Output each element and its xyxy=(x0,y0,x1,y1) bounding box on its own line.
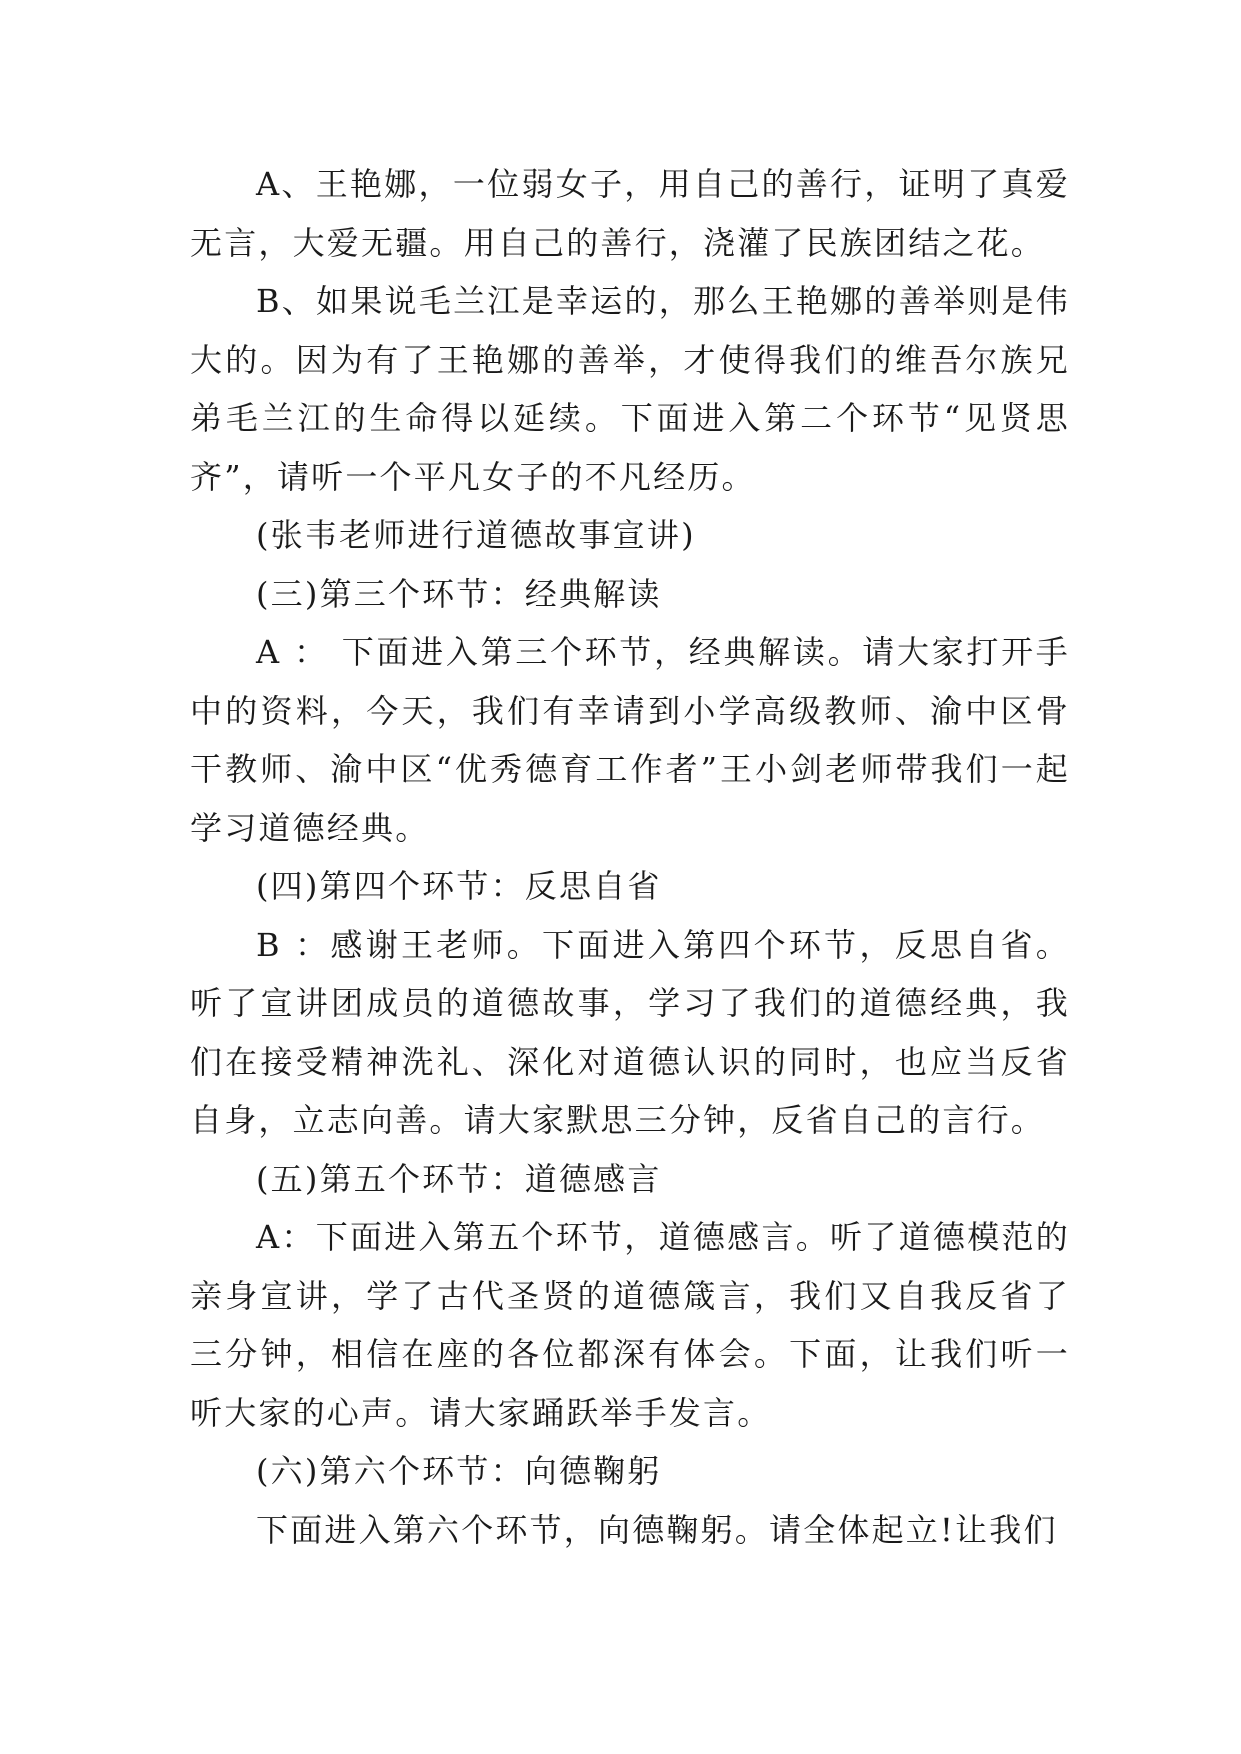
paragraph-section-6: 下面进入第六个环节，向德鞠躬。请全体起立!让我们 xyxy=(256,1510,1058,1549)
paragraph-section-4: B ：感谢王老师。下面进入第四个环节，反思自省。听了宣讲团成员的道德故事，学习了我们的道德经典，我们在接受精神洗礼、深化对道德认识的同时，也应当反省自身，立志向善。请大家默思三分钟，反省自己的言行。 xyxy=(190,925,1070,1139)
paragraph-speaker-b-transition: B、如果说毛兰江是幸运的，那么王艳娜的善举则是伟大的。因为有了王艳娜的善举，才使得我们的维吾尔族兄弟毛兰江的生命得以延续。下面进入第二个环节“见贤思齐”，请听一个平凡女子的不凡经历。 xyxy=(190,282,1070,496)
section-heading-6: (六)第六个环节：向德鞠躬 xyxy=(256,1452,662,1490)
section-heading-4: (四)第四个环节：反思自省 xyxy=(256,867,662,905)
section-heading-5: (五)第五个环节：道德感言 xyxy=(256,1159,662,1198)
paragraph-speaker-a-intro: A、王艳娜，一位弱女子，用自己的善行，证明了真爱无言，大爱无疆。用自己的善行，浇灌了民族团结之花。 xyxy=(190,165,1070,262)
document-body xyxy=(190,155,1070,1559)
paragraph-section-3: A ： 下面进入第三个环节，经典解读。请大家打开手中的资料，今天，我们有幸请到小学高级教师、渝中区骨干教师、渝中区“优秀德育工作者”王小剑老师带我们一起学习道德经典。 xyxy=(190,633,1070,847)
paragraph-section-5: A：下面进入第五个环节，道德感言。听了道德模范的亲身宣讲，学了古代圣贤的道德箴言，我们又自我反省了三分钟，相信在座的各位都深有体会。下面，让我们听一听大家的心声。请大家踊跃举手发言。 xyxy=(190,1218,1070,1432)
section-heading-3: (三)第三个环节：经典解读 xyxy=(256,574,662,613)
paragraph-stage-direction: (张韦老师进行道德故事宣讲) xyxy=(256,516,696,554)
